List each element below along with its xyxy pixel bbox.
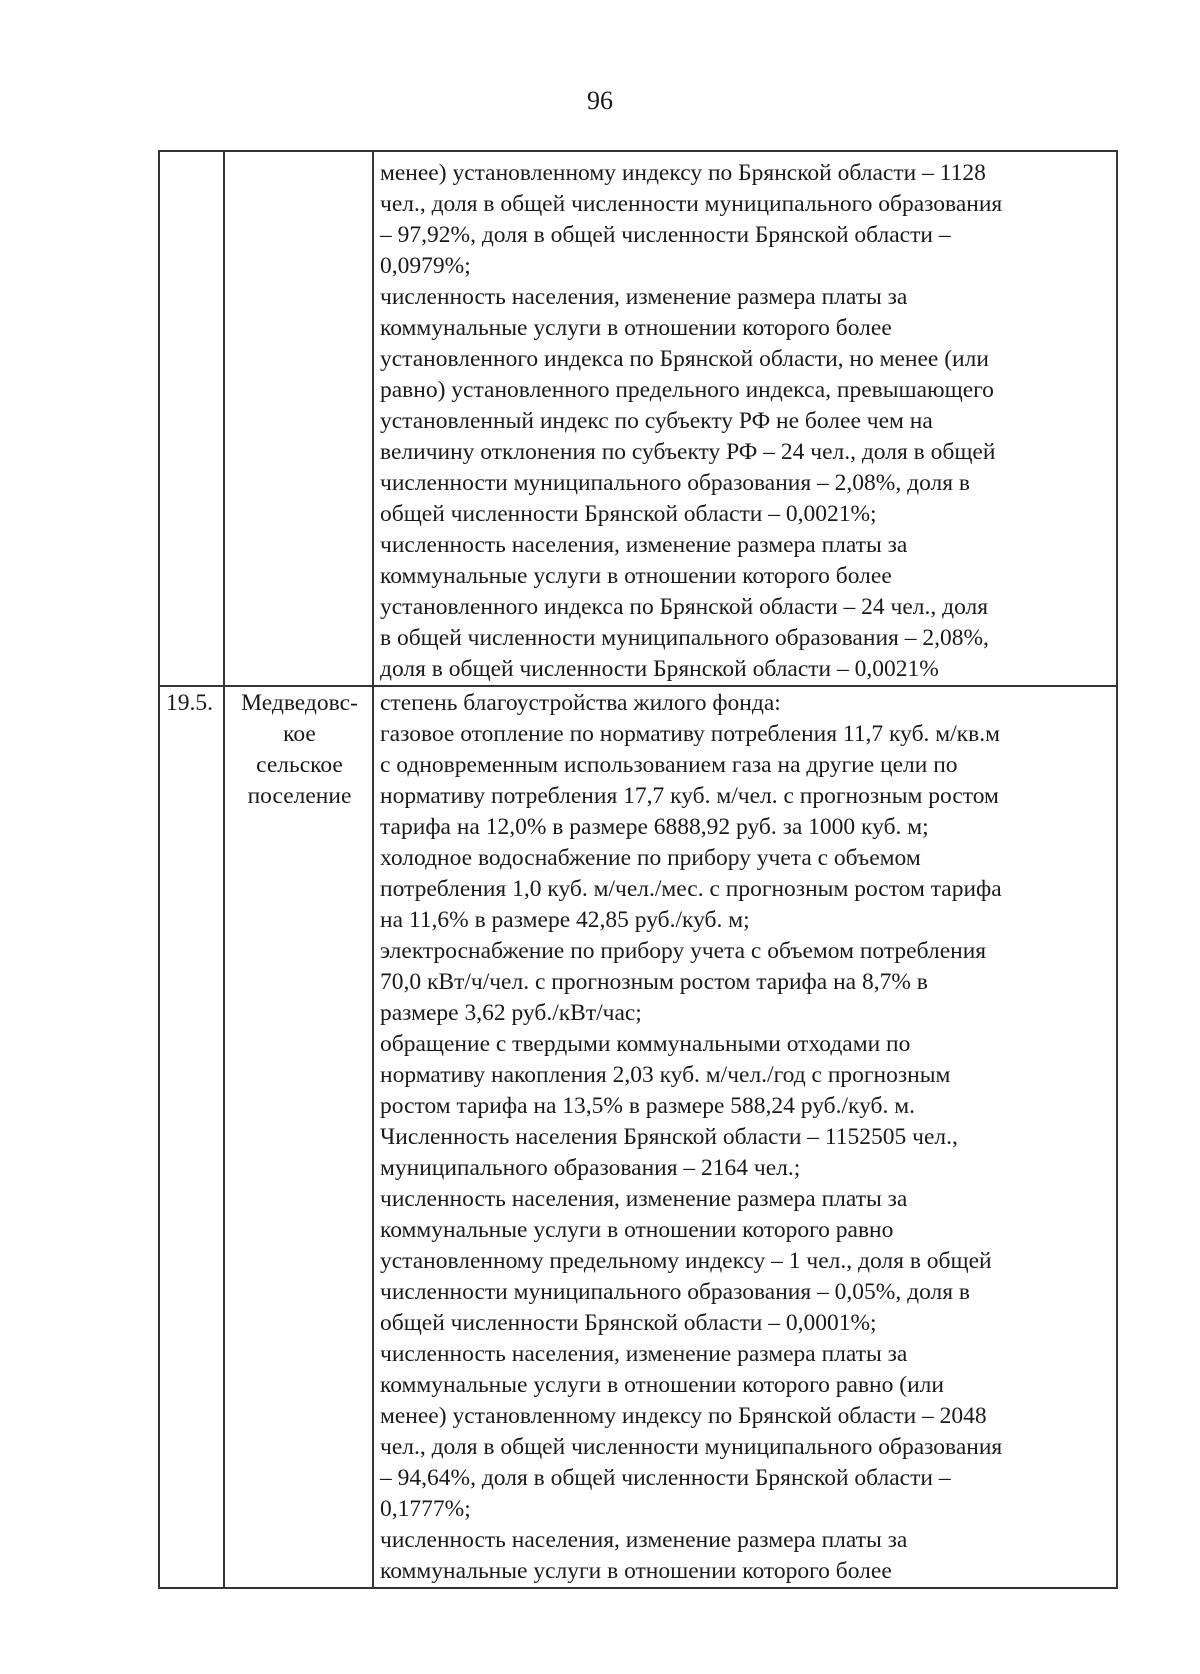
- settlement-name-cell: [224, 151, 373, 686]
- text-line: Численность населения Брянской области – 1152505 чел.,: [380, 1124, 958, 1150]
- text-line: кое: [283, 721, 316, 747]
- text-line: чел., доля в общей численности муниципального образования: [380, 1434, 1003, 1460]
- text-line: численность населения, изменение размера платы за: [380, 1527, 908, 1553]
- description-cell: [373, 686, 1117, 1588]
- text-line: – 94,64%, доля в общей численности Брянской области –: [380, 1465, 951, 1491]
- text-line: в общей численности муниципального образования – 2,08%,: [380, 625, 989, 651]
- text-line: численность населения, изменение размера платы за: [380, 532, 908, 558]
- text-line: численность населения, изменение размера платы за: [380, 1341, 908, 1367]
- text-line: размере 3,62 руб./кВт/час;: [380, 1000, 642, 1026]
- row-number-cell: [159, 151, 224, 686]
- text-line: менее) установленному индексу по Брянской области – 2048: [380, 1403, 987, 1429]
- text-line: коммунальные услуги в отношении которого более: [380, 1558, 892, 1584]
- text-line: менее) установленному индексу по Брянской области – 1128: [380, 160, 986, 186]
- text-line: поселение: [247, 783, 352, 809]
- text-line: с одновременным использованием газа на другие цели по: [380, 752, 958, 778]
- text-line: общей численности Брянской области – 0,0001%;: [380, 1310, 877, 1336]
- text-line: установленного индекса по Брянской области – 24 чел., доля: [380, 594, 989, 620]
- row-number-cell: 19.5.: [159, 686, 224, 1588]
- text-line: коммунальные услуги в отношении которого более: [380, 315, 892, 341]
- text-line: сельское: [256, 752, 343, 778]
- text-line: 70,0 кВт/ч/чел. с прогнозным ростом тарифа на 8,7% в: [380, 969, 928, 995]
- text-line: коммунальные услуги в отношении которого равно (или: [380, 1372, 944, 1398]
- text-line: электроснабжение по прибору учета с объемом потребления: [380, 938, 987, 964]
- tariff-table: [158, 150, 1118, 1589]
- text-line: 0,0979%;: [380, 253, 471, 279]
- text-line: 0,1777%;: [380, 1496, 471, 1522]
- text-line: ростом тарифа на 13,5% в размере 588,24 руб./куб. м.: [380, 1093, 916, 1119]
- text-line: численность населения, изменение размера платы за: [380, 1186, 908, 1212]
- text-line: чел., доля в общей численности муниципального образования: [380, 191, 1003, 217]
- text-line: установленному предельному индексу – 1 чел., доля в общей: [380, 1248, 992, 1274]
- text-line: равно) установленного предельного индекса, превышающего: [380, 377, 994, 403]
- settlement-name-cell: [224, 686, 373, 1588]
- text-line: на 11,6% в размере 42,85 руб./куб. м;: [380, 907, 750, 933]
- text-line: установленный индекс по субъекту РФ не более чем на: [380, 408, 933, 434]
- text-line: величину отклонения по субъекту РФ – 24 чел., доля в общей: [380, 439, 996, 465]
- table-row: [159, 151, 1117, 686]
- text-line: муниципального образования – 2164 чел.;: [380, 1155, 801, 1181]
- text-line: численность населения, изменение размера платы за: [380, 284, 908, 310]
- text-line: коммунальные услуги в отношении которого более: [380, 563, 892, 589]
- text-line: газовое отопление по нормативу потребления 11,7 куб. м/кв.м: [380, 721, 1000, 747]
- text-line: общей численности Брянской области – 0,0021%;: [380, 501, 877, 527]
- text-line: обращение с твердыми коммунальными отходами по: [380, 1031, 911, 1057]
- description-cell: [373, 151, 1117, 686]
- page-number: 96: [587, 86, 613, 115]
- text-line: нормативу потребления 17,7 куб. м/чел. с прогнозным ростом: [380, 783, 999, 809]
- text-line: Медведовс-: [241, 690, 358, 716]
- text-line: – 97,92%, доля в общей численности Брянской области –: [380, 222, 951, 248]
- table-row: [159, 686, 1117, 1588]
- text-line: численности муниципального образования – 0,05%, доля в: [380, 1279, 971, 1305]
- text-line: степень благоустройства жилого фонда:: [380, 690, 781, 716]
- text-line: установленного индекса по Брянской области, но менее (или: [380, 346, 989, 372]
- text-line: коммунальные услуги в отношении которого равно: [380, 1217, 894, 1243]
- text-line: доля в общей численности Брянской области – 0,0021%: [380, 656, 939, 682]
- text-line: холодное водоснабжение по прибору учета с объемом: [380, 845, 921, 871]
- text-line: численности муниципального образования – 2,08%, доля в: [380, 470, 971, 496]
- text-line: потребления 1,0 куб. м/чел./мес. с прогнозным ростом тарифа: [380, 876, 1002, 902]
- text-line: тарифа на 12,0% в размере 6888,92 руб. за 1000 куб. м;: [380, 814, 929, 840]
- text-line: нормативу накопления 2,03 куб. м/чел./год с прогнозным: [380, 1062, 951, 1088]
